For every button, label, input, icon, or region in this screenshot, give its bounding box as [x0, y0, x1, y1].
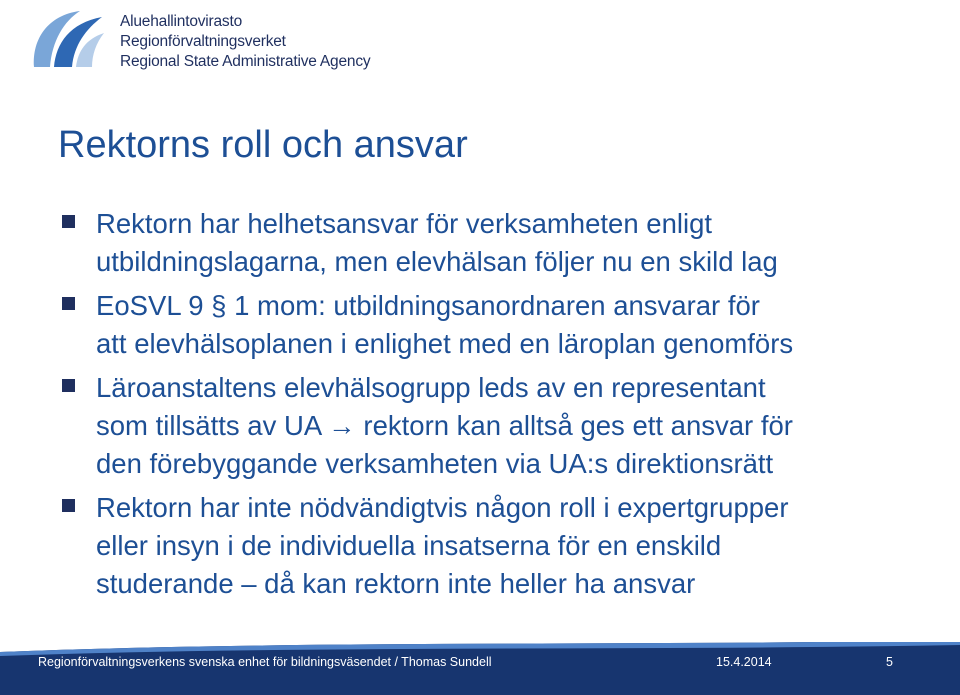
square-bullet-icon — [62, 379, 75, 392]
bullet-item — [60, 489, 940, 603]
footer-date: 15.4.2014 — [716, 655, 772, 669]
bullet-item — [60, 205, 940, 281]
org-name-english: Regional State Administrative Agency — [120, 53, 371, 70]
page-number: 5 — [886, 655, 893, 669]
square-bullet-icon — [62, 499, 75, 512]
bullet-text: Läroanstaltens elevhälsogrupp leds av en representant som tillsätts av UA → rektorn kan alltså ges ett ansvar för den förebyggande verksamheten via UA:s direktionsrätt — [96, 372, 793, 479]
bullet-list — [60, 205, 940, 609]
bullet-text: Rektorn har helhetsansvar för verksamheten enligt utbildningslagarna, men elevhälsan följer nu en skild lag — [96, 208, 778, 277]
square-bullet-icon — [62, 215, 75, 228]
slide-title: Rektorns roll och ansvar — [58, 124, 468, 166]
agency-logo-icon — [28, 5, 108, 73]
org-name-block — [120, 12, 370, 72]
bullet-item — [60, 369, 940, 483]
org-name-finnish: Aluehallintovirasto — [120, 13, 242, 30]
footer-author: Regionförvaltningsverkens svenska enhet för bildningsväsendet / Thomas Sundell — [38, 655, 492, 669]
org-name-swedish: Regionförvaltningsverket — [120, 33, 286, 50]
bullet-item — [60, 287, 940, 363]
square-bullet-icon — [62, 297, 75, 310]
bullet-text: EoSVL 9 § 1 mom: utbildningsanordnaren ansvarar för att elevhälsoplanen i enlighet med en läroplan genomförs — [96, 290, 794, 359]
bullet-text: Rektorn har inte nödvändigtvis någon roll i expertgrupper eller insyn i de individuella insatserna för en enskild studerande – då kan rektorn inte heller ha ansvar — [96, 492, 789, 599]
